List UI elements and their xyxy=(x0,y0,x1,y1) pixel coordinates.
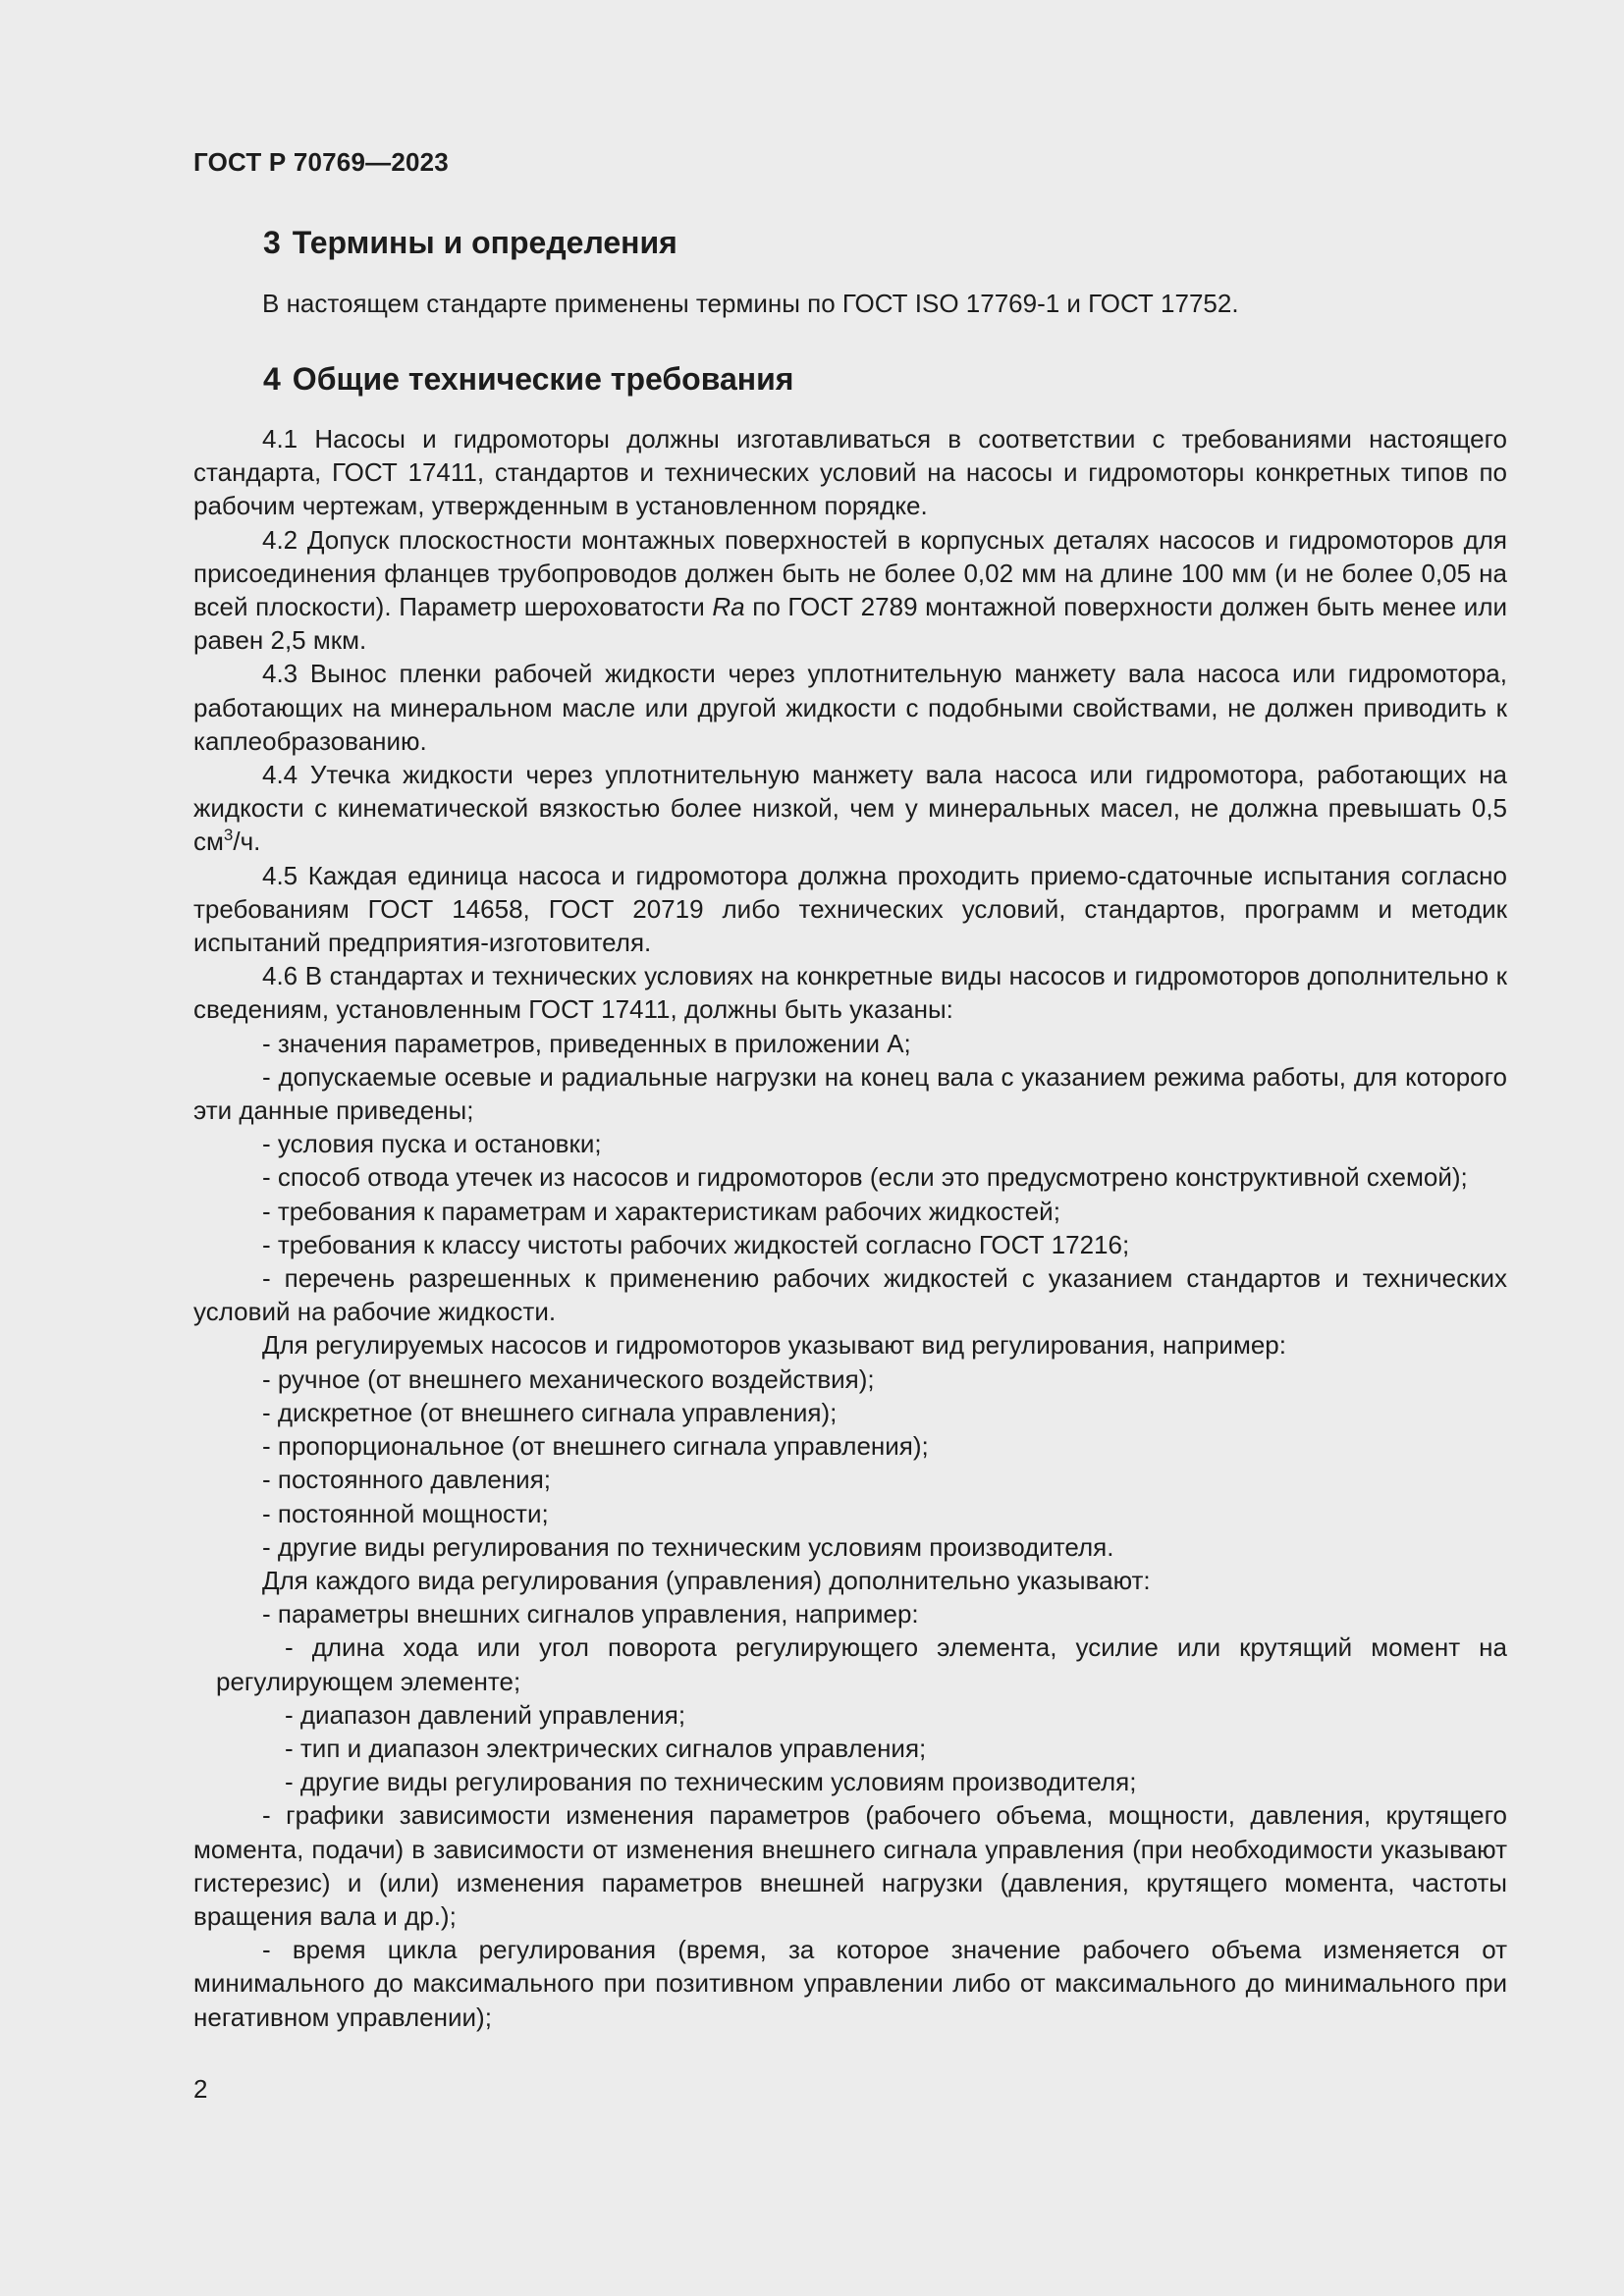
cycle-time-item: - время цикла регулирования (время, за которое значение рабочего объема изменяется от минимального до максимального при позитивном управлении либо от максимального до минимального при негативном управлении); xyxy=(193,1935,1507,2032)
signals-intro: - параметры внешних сигналов управления, например: xyxy=(262,1599,919,1629)
list-item: - способ отвода утечек из насосов и гидромоторов (если это предусмотрено конструктивной схемой); xyxy=(262,1162,1468,1193)
paragraph-4-5: 4.5 Каждая единица насоса и гидромотора должна проходить приемо-сдаточные испытания согласно требованиям ГОСТ 14658, ГОСТ 20719 либо технических условий, стандартов, программ и методик испытаний предприятия-изготовителя. xyxy=(193,860,1507,958)
list-item: - требования к параметрам и характеристикам рабочих жидкостей; xyxy=(262,1196,1060,1226)
paragraph-4-2 xyxy=(193,523,1507,658)
list-item: - требования к классу чистоты рабочих жидкостей согласно ГОСТ 17216; xyxy=(262,1229,1130,1259)
sub-list-item: - тип и диапазон электрических сигналов управления; xyxy=(285,1733,927,1763)
section-3-body xyxy=(193,287,1507,320)
list-item: - дискретное (от внешнего сигнала управления); xyxy=(262,1397,838,1427)
list-item: - постоянной мощности; xyxy=(262,1498,549,1528)
section-3-number: 3 xyxy=(263,225,281,260)
sub-list-item: - диапазон давлений управления; xyxy=(285,1699,686,1730)
graphs-item: - графики зависимости изменения параметров (рабочего объема, мощности, давления, крутящего момента, подачи) в зависимости от изменения внешнего сигнала управления (при необходимости указывают гистерезис) и (или) изменения параметров внешней нагрузки (давления, крутящего момента, частоты вращения вала и др.); xyxy=(193,1800,1507,1931)
section-4-heading xyxy=(263,361,793,398)
list-item: - пропорциональное (от внешнего сигнала управления); xyxy=(262,1431,929,1462)
paragraph-4-4-part-b: /ч. xyxy=(233,827,261,857)
each-type-intro: Для каждого вида регулирования (управления) дополнительно указывают: xyxy=(262,1565,1151,1595)
list-item: - постоянного давления; xyxy=(262,1465,552,1495)
paragraph-4-2-part-a: 4.2 Допуск плоскостности монтажных поверхностей в корпусных деталях насосов и гидромоторов для присоединения фланцев трубопроводов должен быть не более 0,02 мм на длине 100 мм (и не более 0,05 на всей плоскости). Параметр шероховатости xyxy=(193,524,1507,622)
section-3-title: Термины и определения xyxy=(292,225,677,260)
paragraph-4-1: 4.1 Насосы и гидромоторы должны изготавливаться в соответствии с требованиями настоящего стандарта, ГОСТ 17411, стандартов и технических условий на насосы и гидромоторы конкретных типов по рабочим чертежам, утвержденным в установленном порядке. xyxy=(193,424,1507,521)
sub-list-item: - длина хода или угол поворота регулирующего элемента, усилие или крутящий момент на регулирующем элементе; xyxy=(216,1632,1507,1696)
roughness-symbol: Ra xyxy=(712,592,745,622)
list-item: - перечень разрешенных к применению рабочих жидкостей с указанием стандартов и технических условий на рабочие жидкости. xyxy=(193,1263,1507,1327)
cubic-superscript: 3 xyxy=(223,826,234,845)
list-item: - допускаемые осевые и радиальные нагрузки на конец вала с указанием режима работы, для которого эти данные приведены; xyxy=(193,1061,1507,1126)
paragraph-4-3: 4.3 Вынос пленки рабочей жидкости через уплотнительную манжету вала насоса или гидромотора, работающих на минеральном масле или другой жидкости с подобными свойствами, не должен приводить к каплеобразованию. xyxy=(193,659,1507,756)
list-item: - ручное (от внешнего механического воздействия); xyxy=(262,1363,875,1394)
section-3-heading xyxy=(263,225,677,261)
paragraph-4-4-part-a: 4.4 Утечка жидкости через уплотнительную манжету вала насоса или гидромотора, работающих на жидкости с кинематической вязкостью более низкой, чем у минеральных масел, не должна превышать 0,5 см xyxy=(193,760,1507,857)
document-header: ГОСТ Р 70769—2023 xyxy=(193,147,449,177)
sub-list-item: - другие виды регулирования по техническим условиям производителя; xyxy=(285,1767,1137,1797)
list-item: - условия пуска и остановки; xyxy=(262,1129,602,1159)
regulated-intro: Для регулируемых насосов и гидромоторов указывают вид регулирования, например: xyxy=(262,1330,1286,1361)
section-3-text: В настоящем стандарте применены термины по ГОСТ ISO 17769-1 и ГОСТ 17752. xyxy=(262,289,1239,318)
page-number: 2 xyxy=(193,2074,208,2104)
paragraph-4-4 xyxy=(193,758,1507,859)
section-4-number: 4 xyxy=(263,361,281,397)
list-item: - другие виды регулирования по техническим условиям производителя. xyxy=(262,1531,1114,1562)
paragraph-4-6: 4.6 В стандартах и технических условиях на конкретные виды насосов и гидромоторов дополнительно к сведениям, установленным ГОСТ 17411, должны быть указаны: xyxy=(193,961,1507,1025)
list-item: - значения параметров, приведенных в приложении А; xyxy=(262,1028,911,1058)
section-4-title: Общие технические требования xyxy=(292,361,794,397)
section-4-body xyxy=(193,422,1507,2034)
paragraph-4-2-part-b: по ГОСТ 2789 монтажной поверхности должен быть менее или равен 2,5 мкм. xyxy=(193,592,1508,656)
